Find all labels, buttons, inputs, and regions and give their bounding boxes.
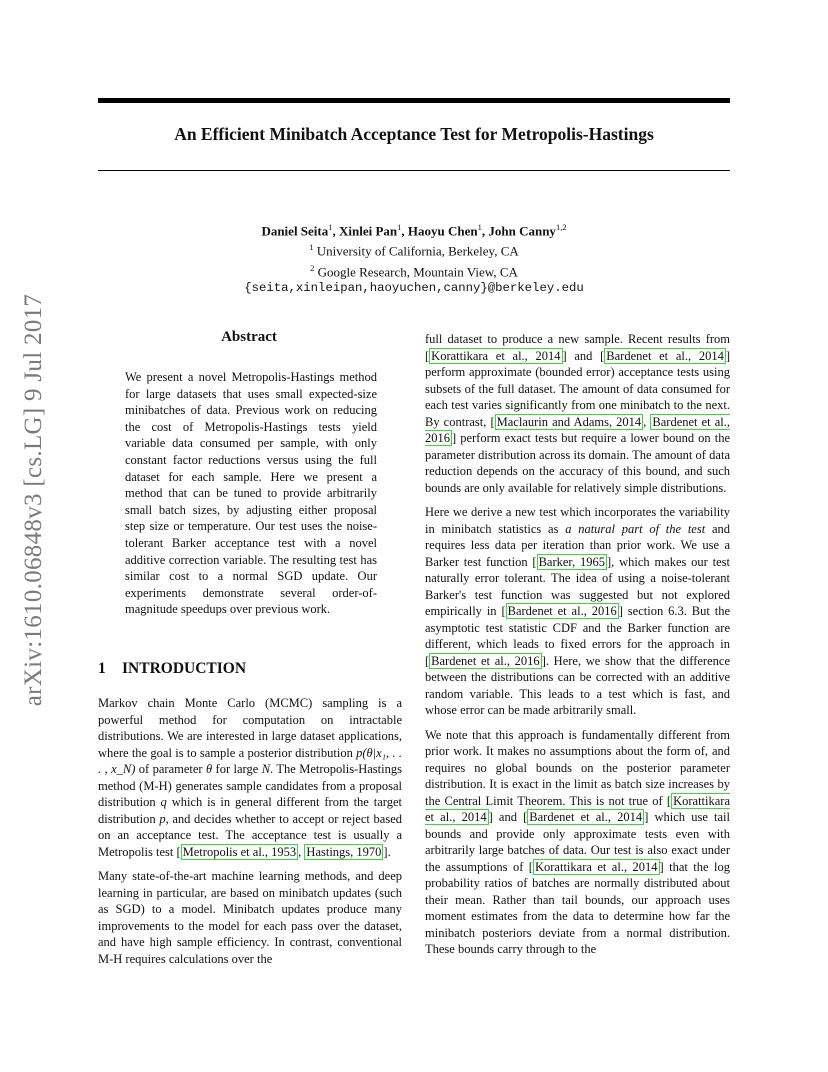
citation-link[interactable]: Bardenet et al., 2016: [425, 414, 730, 445]
author-email: {seita,xinleipan,haoyuchen,canny}@berkeley.edu: [244, 280, 584, 295]
left-column: [98, 695, 402, 975]
author-block: [98, 219, 730, 297]
author-names: Daniel Seita$^1$, Xinlei Pan$^1$, Haoyu Chen$^1$, John Canny$^{1,2}$: [261, 222, 567, 239]
abstract-heading: Abstract: [221, 329, 277, 345]
math-q: q: [160, 795, 167, 809]
author-name: Daniel Seita: [261, 223, 329, 239]
arxiv-id: arXiv:1610.06848v3 [cs.LG] 9 Jul 2017: [20, 293, 47, 707]
paper-title: An Efficient Minibatch Acceptance Test for Metropolis-Hastings: [174, 124, 654, 144]
author-name: Haoyu Chen: [407, 223, 478, 239]
citation-link[interactable]: Korattikara et al., 2014: [431, 348, 561, 363]
citation-link[interactable]: Korattikara et al., 2014: [534, 859, 658, 874]
author-mark: 1,2: [555, 222, 567, 232]
emphasis: a natural part of the test: [565, 521, 706, 536]
citation-link[interactable]: Metropolis et al., 1953: [182, 844, 297, 859]
intro-paragraph-4: Here we derive a new test which incorporates the variability in minibatch statistics as a natural part of the test and requires less data per iteration than prior work. We use a Barker test function [ Barker, 1965 ], which makes our test naturally error tolerant. The idea of using a noise-tolerant Barker's test function was suggested but not explored empirically in [ Bardenet et al., 2016 ] section 6.3. But the asymptotic test statistic CDF and the Barker function are different, which leads to fixed errors for the approach in [ Bardenet et al., 2016 ]. Here, we show that the difference between the distributions can be corrected with an additive random variable. This leads to a test which is fast, and whose error can be made arbitrarily small.: [425, 505, 730, 717]
math-theta: θ: [205, 762, 213, 776]
citation-link[interactable]: Hastings, 1970: [306, 844, 382, 859]
math-posterior: p(θ|x₁, . . . , x_N): [98, 745, 403, 776]
citation-link[interactable]: Bardenet et al., 2016: [507, 604, 617, 618]
section-number: 1: [98, 660, 106, 677]
citation-link[interactable]: Barker, 1965: [538, 554, 606, 569]
intro-paragraph-3: full dataset to produce a new sample. Recent results from [ Korattikara et al., 2014 ] and [ Bardenet et al., 2014 ] perform approximate (bounded error) acceptance tests using subsets of the full dataset. The amount of data consumed for each test varies significantly from one minibatch to the next. By contrast, [ Maclaurin and Adams, 2014 , Bardenet et al., 2016 ] perform exact tests but require a lower bound on the parameter distribution across its domain. The amount of data reduction depends on the accuracy of this bound, and such bounds are only available for relatively simple distributions.: [425, 332, 730, 495]
author-name: Xinlei Pan: [339, 223, 398, 239]
affiliation-2: $^2$ Google Research, Mountain View, CA: [310, 262, 518, 279]
section-title: INTRODUCTION: [122, 660, 247, 677]
citation-link[interactable]: Bardenet et al., 2014: [606, 348, 724, 363]
author-mark: 1: [397, 222, 402, 232]
title-rule-bottom: [98, 170, 730, 171]
arxiv-stamp: [15, 293, 53, 707]
author-name: John Canny: [488, 223, 556, 239]
abstract-text: We present a novel Metropolis-Hastings method for large datasets that uses small expected-size minibatches of data. Previous work on reducing the cost of Metropolis-Hastings tests yield variable data consumed per sample, with only constant factor reductions versus using the full dataset for each sample. Here we present a method that can be tuned to provide arbitrarily small batch sizes, by adjusting either proposal step size or temperature. Our test uses the noise-tolerant Barker acceptance test with a novel additive correction variable. The resulting test has similar cost to a normal SGD update. Our experiments demonstrate several order-of-magnitude speedups over previous work.: [125, 370, 377, 617]
math-n: N: [261, 762, 271, 776]
citation-link[interactable]: Bardenet et al., 2014: [529, 810, 643, 824]
intro-paragraph-1: Markov chain Monte Carlo (MCMC) sampling is a powerful method for computation on intractable distributions. We are interested in large dataset applications, where the goal is to sample a posterior distribution p(θ|x₁, . . . , x_N) of parameter θ for large N. The Metropolis-Hastings method (M-H) generates sample candidates from a proposal distribution q which is in general different from the target distribution p, and decides whether to accept or reject based on an acceptance test. The acceptance test is usually a Metropolis test [ Metropolis et al., 1953 , Hastings, 1970 ].: [98, 696, 403, 859]
author-mark: 1: [328, 222, 333, 232]
citation-link[interactable]: Maclaurin and Adams, 2014: [496, 414, 642, 429]
affiliation-1: $^1$ University of California, Berkeley, CA: [309, 242, 519, 259]
intro-paragraph-5: We note that this approach is fundamentally different from prior work. It makes no assumptions about the form of, and requires no global bounds on the posterior parameter distribution. It is exact in the limit as batch size increases by the Central Limit Theorem. This is not true of [ Korattikara et al., 2014 ] and [ Bardenet et al., 2014 ] which use tail bounds and provide only approximate tests even with arbitrarily large batches of data. Our test is also exact under the assumptions of [ Korattikara et al., 2014 ] that the log probability ratios of batches are normally distributed about their mean. Rather than tail bounds, our approach uses moment estimates from the data to determine how far the minibatch posteriors deviate from a normal distribution. These bounds carry through to the: [425, 727, 730, 956]
math-p: p: [159, 811, 166, 826]
intro-paragraph-2: Many state-of-the-art machine learning methods, and deep learning in particular, are based on minibatch updates (such as SGD) to a model. Minibatch updates produce many improvements to the model for each pass over the dataset, and have high sample efficiency. In contrast, conventional M-H requires calculations over the: [98, 869, 402, 966]
title-rule-top: [98, 98, 730, 103]
section-heading: [98, 660, 246, 678]
author-mark: 1: [477, 222, 482, 232]
citation-link[interactable]: Korattikara et al., 2014: [425, 793, 730, 824]
citation-link[interactable]: Bardenet et al., 2016: [431, 653, 540, 668]
right-column: [425, 331, 730, 966]
